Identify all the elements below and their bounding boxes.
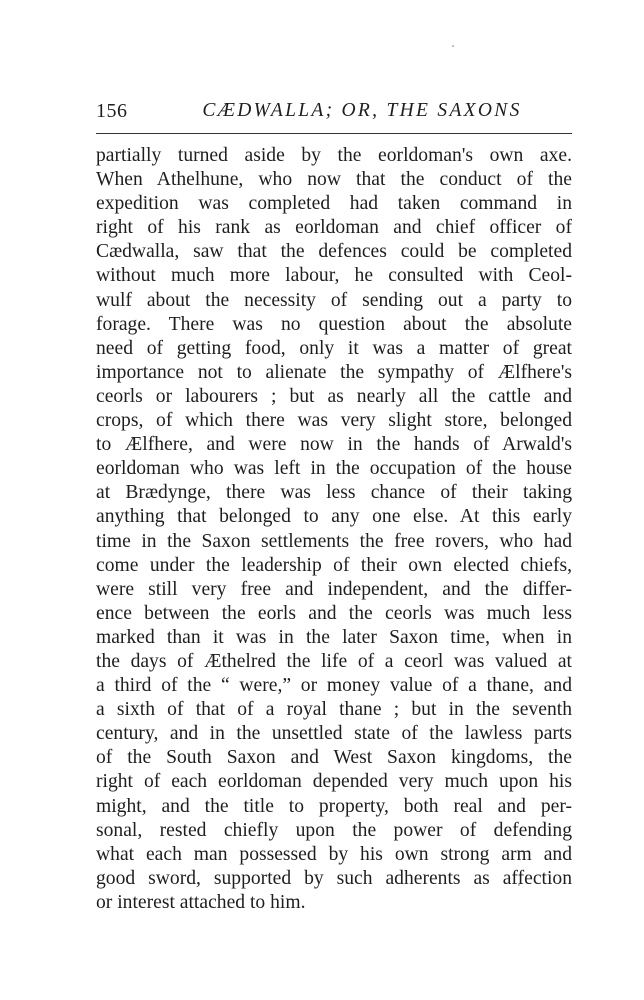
text-line: eorldoman who was left in the occupation of the house (96, 458, 572, 480)
text-line: the days of Æthelred the life of a ceorl was valued at (96, 650, 572, 672)
text-line: right of each eorldoman depended very much upon his (96, 771, 572, 793)
text-line: without much more labour, he consulted with Ceol- (96, 265, 572, 287)
text-line: ceorls or labourers ; but as nearly all the cattle and (96, 385, 572, 407)
text-line: anything that belonged to any one else. At this early (96, 506, 572, 528)
text-line: marked than it was in the later Saxon time, when in (96, 626, 572, 648)
page-header (96, 96, 572, 126)
text-line: ence between the eorls and the ceorls was much less (96, 602, 572, 624)
text-line: or interest attached to him. (96, 891, 306, 913)
text-line: century, and in the unsettled state of the lawless parts (96, 723, 572, 745)
paper-speck (452, 45, 454, 47)
page-number: 156 (96, 100, 128, 122)
text-line: to Ælfhere, and were now in the hands of Arwald's (96, 434, 572, 456)
text-line: of the South Saxon and West Saxon kingdoms, the (96, 747, 572, 769)
text-line: at Brædynge, there was less chance of their taking (96, 482, 572, 504)
text-line: a sixth of that of a royal thane ; but in the seventh (96, 699, 572, 721)
text-line: were still very free and independent, and the differ- (96, 578, 572, 600)
text-line: expedition was completed had taken command in (96, 193, 572, 215)
text-line: need of getting food, only it was a matter of great (96, 337, 572, 359)
text-line: sonal, rested chiefly upon the power of defending (96, 819, 572, 841)
text-line: partially turned aside by the eorldoman's own axe. (96, 145, 572, 166)
text-line: come under the leadership of their own elected chiefs, (96, 554, 572, 576)
text-line: might, and the title to property, both real and per- (96, 795, 572, 817)
text-line: crops, of which there was very slight store, belonged (96, 410, 572, 432)
text-line: wulf about the necessity of sending out a party to (96, 289, 572, 311)
text-line: importance not to alienate the sympathy of Ælfhere's (96, 361, 572, 383)
running-title: CÆDWALLA; OR, THE SAXONS (202, 100, 522, 121)
text-line: Cædwalla, saw that the defences could be completed (96, 241, 572, 263)
header-rule (96, 133, 572, 134)
book-page (96, 96, 572, 913)
text-line: a third of the “ were,” or money value of a thane, and (96, 675, 572, 697)
text-line: what each man possessed by his own strong arm and (96, 843, 572, 865)
body-text (96, 144, 572, 915)
text-line: good sword, supported by such adherents as affection (96, 867, 572, 889)
text-line: forage. There was no question about the absolute (96, 313, 572, 335)
text-line: When Athelhune, who now that the conduct of the (96, 169, 572, 191)
text-line: time in the Saxon settlements the free rovers, who had (96, 530, 572, 552)
text-line: right of his rank as eorldoman and chief officer of (96, 217, 572, 239)
